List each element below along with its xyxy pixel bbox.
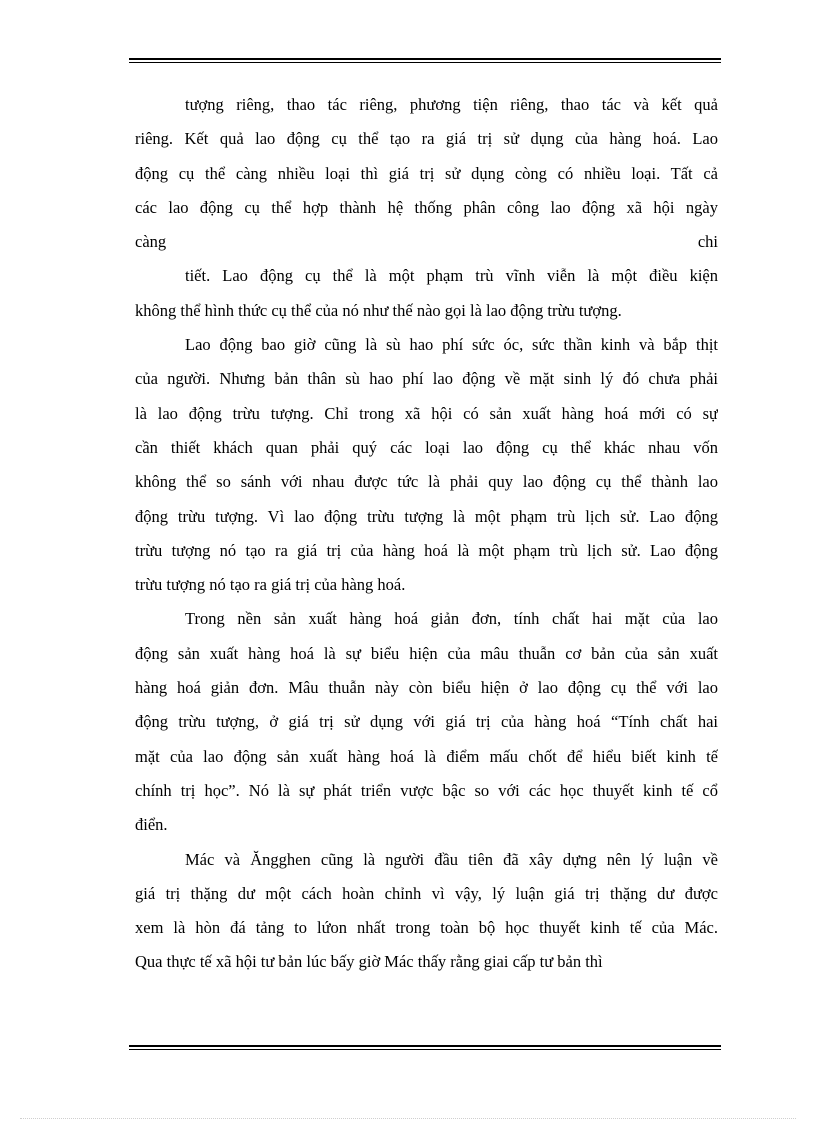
header-rule	[129, 58, 721, 63]
text-line: Mác và Ăngghen cũng là người đầu tiên đã xây dựng nên lý luận về	[185, 849, 718, 869]
text-line: động trừu tượng. Vì lao động trừu tượng là một phạm trù lịch sử. Lao động	[135, 506, 718, 526]
text-line: trừu tượng nó tạo ra giá trị của hàng hoá.	[135, 575, 406, 595]
text-line: tượng riêng, thao tác riêng, phương tiện riêng, thao tác và kết quả	[185, 95, 718, 114]
text-line: là lao động trừu tượng. Chỉ trong xã hội có sản xuất hàng hoá mới có sự	[135, 403, 718, 423]
text-line: động trừu tượng, ở giá trị sử dụng với giá trị của hàng hoá “Tính chất hai	[135, 712, 718, 732]
text-line: động sản xuất hàng hoá là sự biểu hiện của mâu thuẫn cơ bản của sản xuất	[135, 643, 718, 663]
text-line: trừu tượng nó tạo ra giá trị của hàng hoá là một phạm trù lịch sử. Lao động	[135, 540, 718, 560]
text-line: không thể so sánh với nhau được tức là phải quy lao động cụ thể thành lao	[135, 472, 718, 492]
footer-rule	[129, 1045, 721, 1050]
text-line: giá trị thặng dư một cách hoàn chỉnh vì vậy, lý luận giá trị thặng dư được	[135, 883, 718, 903]
text-line: riêng. Kết quả lao động cụ thể tạo ra giá trị sử dụng của hàng hoá. Lao	[135, 129, 718, 149]
text-line: các lao động cụ thể hợp thành hệ thống phân công lao động xã hội ngày	[135, 197, 718, 217]
text-line: cần thiết khách quan phải quý các loại lao động cụ thể khác nhau vốn	[135, 437, 718, 457]
text-line: tiết. Lao động cụ thể là một phạm trù vĩnh viễn là một điều kiện	[185, 266, 718, 286]
text-line: Qua thực tế xã hội tư bản lúc bấy giờ Mác thấy rằng giai cấp tư bản thì	[135, 952, 603, 972]
text-line: chính trị học”. Nó là sự phát triển vược bậc so với các học thuyết kinh tế cổ	[135, 780, 718, 800]
text-line: động cụ thể càng nhiều loại thì giá trị sử dụng còng có nhiều loại. Tất cả	[135, 163, 718, 183]
text-line: Trong nền sản xuất hàng hoá giản đơn, tính chất hai mặt của lao	[185, 609, 718, 629]
text-line: mặt của lao động sản xuất hàng hoá là điểm mấu chốt để hiểu biết kinh tế	[135, 746, 718, 766]
text-line: không thể hình thức cụ thể của nó như thế nào gọi là lao động trừu tượng.	[135, 300, 622, 320]
text-line: điển.	[135, 815, 168, 835]
page-bottom-dotted-border	[20, 1118, 796, 1119]
text-line: hàng hoá giản đơn. Mâu thuẫn này còn biểu hiện ở lao động cụ thể với lao	[135, 678, 718, 698]
text-line: càng chi	[135, 232, 718, 252]
text-line: xem là hòn đá tảng to lứon nhất trong toàn bộ học thuyết kinh tế của Mác.	[135, 918, 718, 938]
body-text	[135, 88, 718, 980]
text-line: của người. Nhưng bản thân sù hao phí lao động về mặt sinh lý đó chưa phải	[135, 369, 718, 389]
text-line: Lao động bao giờ cũng là sù hao phí sức óc, sức thần kinh và bắp thịt	[185, 335, 718, 355]
